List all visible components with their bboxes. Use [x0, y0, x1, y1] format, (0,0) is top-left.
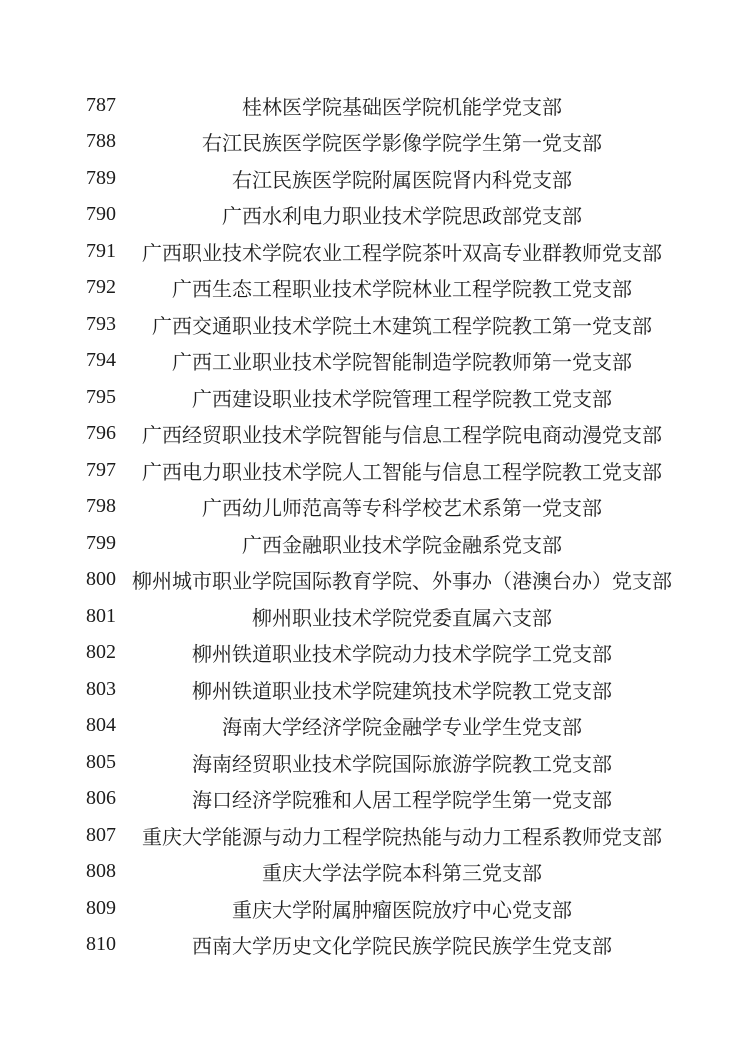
- party-branch-name: 广西电力职业技术学院人工智能与信息工程学院教工党支部: [142, 461, 662, 484]
- party-branch-name: 广西职业技术学院农业工程学院茶叶双高专业群教师党支部: [142, 242, 662, 265]
- party-branch-list: [0, 87, 750, 963]
- table-row: [0, 671, 750, 708]
- row-number: 798: [86, 495, 116, 518]
- row-number: 787: [86, 93, 116, 116]
- party-branch-name: 柳州铁道职业技术学院动力技术学院学工党支部: [192, 644, 612, 667]
- row-number: 789: [86, 166, 116, 189]
- party-branch-name: 海南经贸职业技术学院国际旅游学院教工党支部: [192, 753, 612, 776]
- party-branch-name: 重庆大学附属肿瘤医院放疗中心党支部: [232, 899, 572, 922]
- row-number: 805: [86, 750, 116, 773]
- party-branch-name: 柳州城市职业学院国际教育学院、外事办（港澳台办）党支部: [132, 571, 672, 594]
- table-row: [0, 197, 750, 234]
- row-number: 801: [86, 604, 116, 627]
- row-number: 810: [86, 933, 116, 956]
- party-branch-name: 重庆大学能源与动力工程学院热能与动力工程系教师党支部: [142, 826, 662, 849]
- party-branch-name: 广西交通职业技术学院土木建筑工程学院教工第一党支部: [152, 315, 652, 338]
- party-branch-name: 海南大学经济学院金融学专业学生党支部: [222, 717, 582, 740]
- table-row: [0, 890, 750, 927]
- table-row: [0, 416, 750, 453]
- row-number: 795: [86, 385, 116, 408]
- row-number: 809: [86, 896, 116, 919]
- table-row: [0, 124, 750, 161]
- row-number: 808: [86, 860, 116, 883]
- table-row: [0, 306, 750, 343]
- row-number: 792: [86, 276, 116, 299]
- row-number: 800: [86, 568, 116, 591]
- row-number: 788: [86, 130, 116, 153]
- table-row: [0, 744, 750, 781]
- table-row: [0, 343, 750, 380]
- table-row: [0, 598, 750, 635]
- party-branch-name: 广西工业职业技术学院智能制造学院教师第一党支部: [172, 352, 632, 375]
- table-row: [0, 562, 750, 599]
- table-row: [0, 781, 750, 818]
- table-row: [0, 635, 750, 672]
- party-branch-name: 桂林医学院基础医学院机能学党支部: [242, 96, 562, 119]
- table-row: [0, 452, 750, 489]
- row-number: 799: [86, 531, 116, 554]
- table-row: [0, 927, 750, 964]
- party-branch-name: 右江民族医学院医学影像学院学生第一党支部: [202, 133, 602, 156]
- row-number: 804: [86, 714, 116, 737]
- party-branch-name: 柳州铁道职业技术学院建筑技术学院教工党支部: [192, 680, 612, 703]
- table-row: [0, 817, 750, 854]
- party-branch-name: 广西生态工程职业技术学院林业工程学院教工党支部: [172, 279, 632, 302]
- row-number: 806: [86, 787, 116, 810]
- row-number: 790: [86, 203, 116, 226]
- party-branch-name: 广西建设职业技术学院管理工程学院教工党支部: [192, 388, 612, 411]
- row-number: 807: [86, 823, 116, 846]
- row-number: 803: [86, 677, 116, 700]
- party-branch-name: 西南大学历史文化学院民族学院民族学生党支部: [192, 936, 612, 959]
- row-number: 802: [86, 641, 116, 664]
- row-number: 791: [86, 239, 116, 262]
- row-number: 794: [86, 349, 116, 372]
- table-row: [0, 87, 750, 124]
- table-row: [0, 233, 750, 270]
- party-branch-name: 右江民族医学院附属医院肾内科党支部: [232, 169, 572, 192]
- row-number: 796: [86, 422, 116, 445]
- party-branch-name: 广西金融职业技术学院金融系党支部: [242, 534, 562, 557]
- party-branch-name: 重庆大学法学院本科第三党支部: [262, 863, 542, 886]
- table-row: [0, 525, 750, 562]
- table-row: [0, 379, 750, 416]
- row-number: 793: [86, 312, 116, 335]
- party-branch-name: 广西经贸职业技术学院智能与信息工程学院电商动漫党支部: [142, 425, 662, 448]
- row-number: 797: [86, 458, 116, 481]
- table-row: [0, 270, 750, 307]
- party-branch-name: 广西水利电力职业技术学院思政部党支部: [222, 206, 582, 229]
- party-branch-name: 广西幼儿师范高等专科学校艺术系第一党支部: [202, 498, 602, 521]
- table-row: [0, 854, 750, 891]
- party-branch-name: 柳州职业技术学院党委直属六支部: [252, 607, 552, 630]
- table-row: [0, 489, 750, 526]
- table-row: [0, 708, 750, 745]
- table-row: [0, 160, 750, 197]
- party-branch-name: 海口经济学院雅和人居工程学院学生第一党支部: [192, 790, 612, 813]
